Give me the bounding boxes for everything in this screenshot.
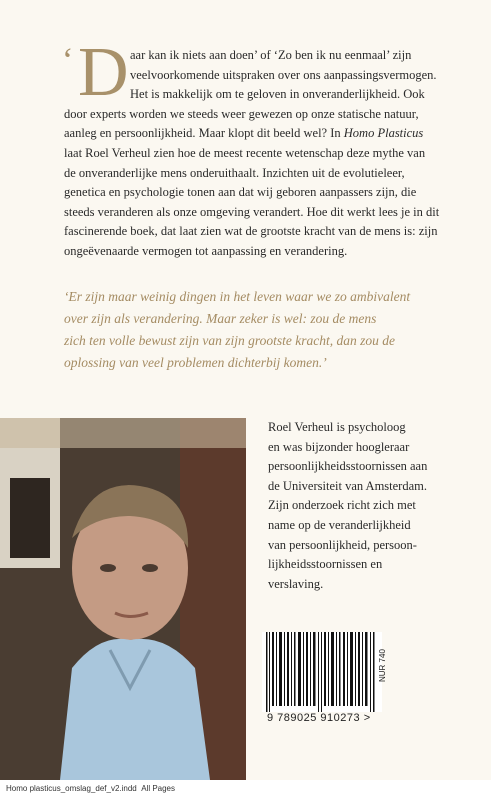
intro-line: de onveranderlijke mens onderuithaalt. Inzichten uit de evolutieleer,: [64, 165, 405, 180]
intro-line: Het is makkelijk om te geloven in onveranderlijkheid. Ook: [130, 87, 425, 102]
intro-line: veelvoorkomende uitspraken over ons aanpassingsvermogen.: [130, 67, 437, 82]
bio-line: name op de veranderlijkheid: [268, 517, 411, 532]
bio-line: en was bijzonder hoogleraar: [268, 439, 410, 454]
print-slug: [6, 784, 175, 793]
bio-line: de Universiteit van Amsterdam.: [268, 478, 427, 493]
slug-filename: Homo plasticus_omslag_def_v2.indd: [6, 784, 137, 793]
author-photo: [0, 418, 246, 780]
intro-line: [64, 124, 456, 144]
barcode-bars: [262, 632, 382, 712]
intro-line: genetica en psychologie tonen aan dat wij geboren aanpassers zijn, die: [64, 185, 417, 200]
intro-line: ongeëvenaarde vermogen tot aanpassing en verandering.: [64, 243, 348, 258]
opening-quote-mark: ‘: [62, 42, 74, 79]
drop-cap-letter: D: [78, 34, 129, 111]
bio-line: lijkheidsstoornissen en: [268, 557, 383, 572]
bio-line: Roel Verheul is psycholoog: [268, 420, 406, 434]
author-bio: [268, 418, 468, 594]
intro-line: aar kan ik niets aan doen’ of ‘Zo ben ik nu eenmaal’ zijn: [130, 48, 412, 62]
pull-quote: [64, 286, 464, 374]
isbn-barcode: [262, 632, 382, 712]
book-title-italic: Homo Plasticus: [343, 126, 424, 141]
slug-pages: All Pages: [141, 784, 175, 793]
bio-line: persoonlijkheidsstoornissen aan: [268, 459, 428, 474]
intro-paragraph: [62, 42, 456, 262]
quote-line: ‘Er zijn maar weinig dingen in het leven waar we zo ambivalent: [64, 289, 411, 304]
author-photo-illustration: [0, 418, 246, 780]
isbn-number: 9 789025 910273 >: [267, 712, 371, 724]
bio-line: Zijn onderzoek richt zich met: [268, 498, 416, 513]
quote-line: zich ten volle bewust zijn van zijn grootste kracht, dan zou de: [64, 333, 395, 348]
intro-line: door experts worden we steeds weer gewezen op onze statische natuur,: [64, 106, 419, 121]
quote-line: oplossing van veel problemen dichterbij komen.’: [64, 355, 327, 370]
intro-line: fascinerende boek, dat laat zien wat de grootste kracht van de mens is: zijn: [64, 224, 438, 239]
intro-line-part: aanleg en persoonlijkheid. Maar klopt dit beeld wel? In: [64, 126, 344, 141]
bio-line: van persoonlijkheid, persoon-: [268, 537, 417, 552]
quote-line: over zijn als verandering. Maar zeker is wel: zou de mens: [64, 311, 377, 326]
bio-line: verslaving.: [268, 576, 324, 591]
intro-line: laat Roel Verheul zien hoe de meest recente wetenschap deze mythe van: [64, 145, 426, 160]
intro-line: steeds veranderen als onze omgeving verandert. Hoe dit werkt lees je in dit: [64, 204, 440, 219]
nur-code: NUR 740: [378, 649, 387, 682]
